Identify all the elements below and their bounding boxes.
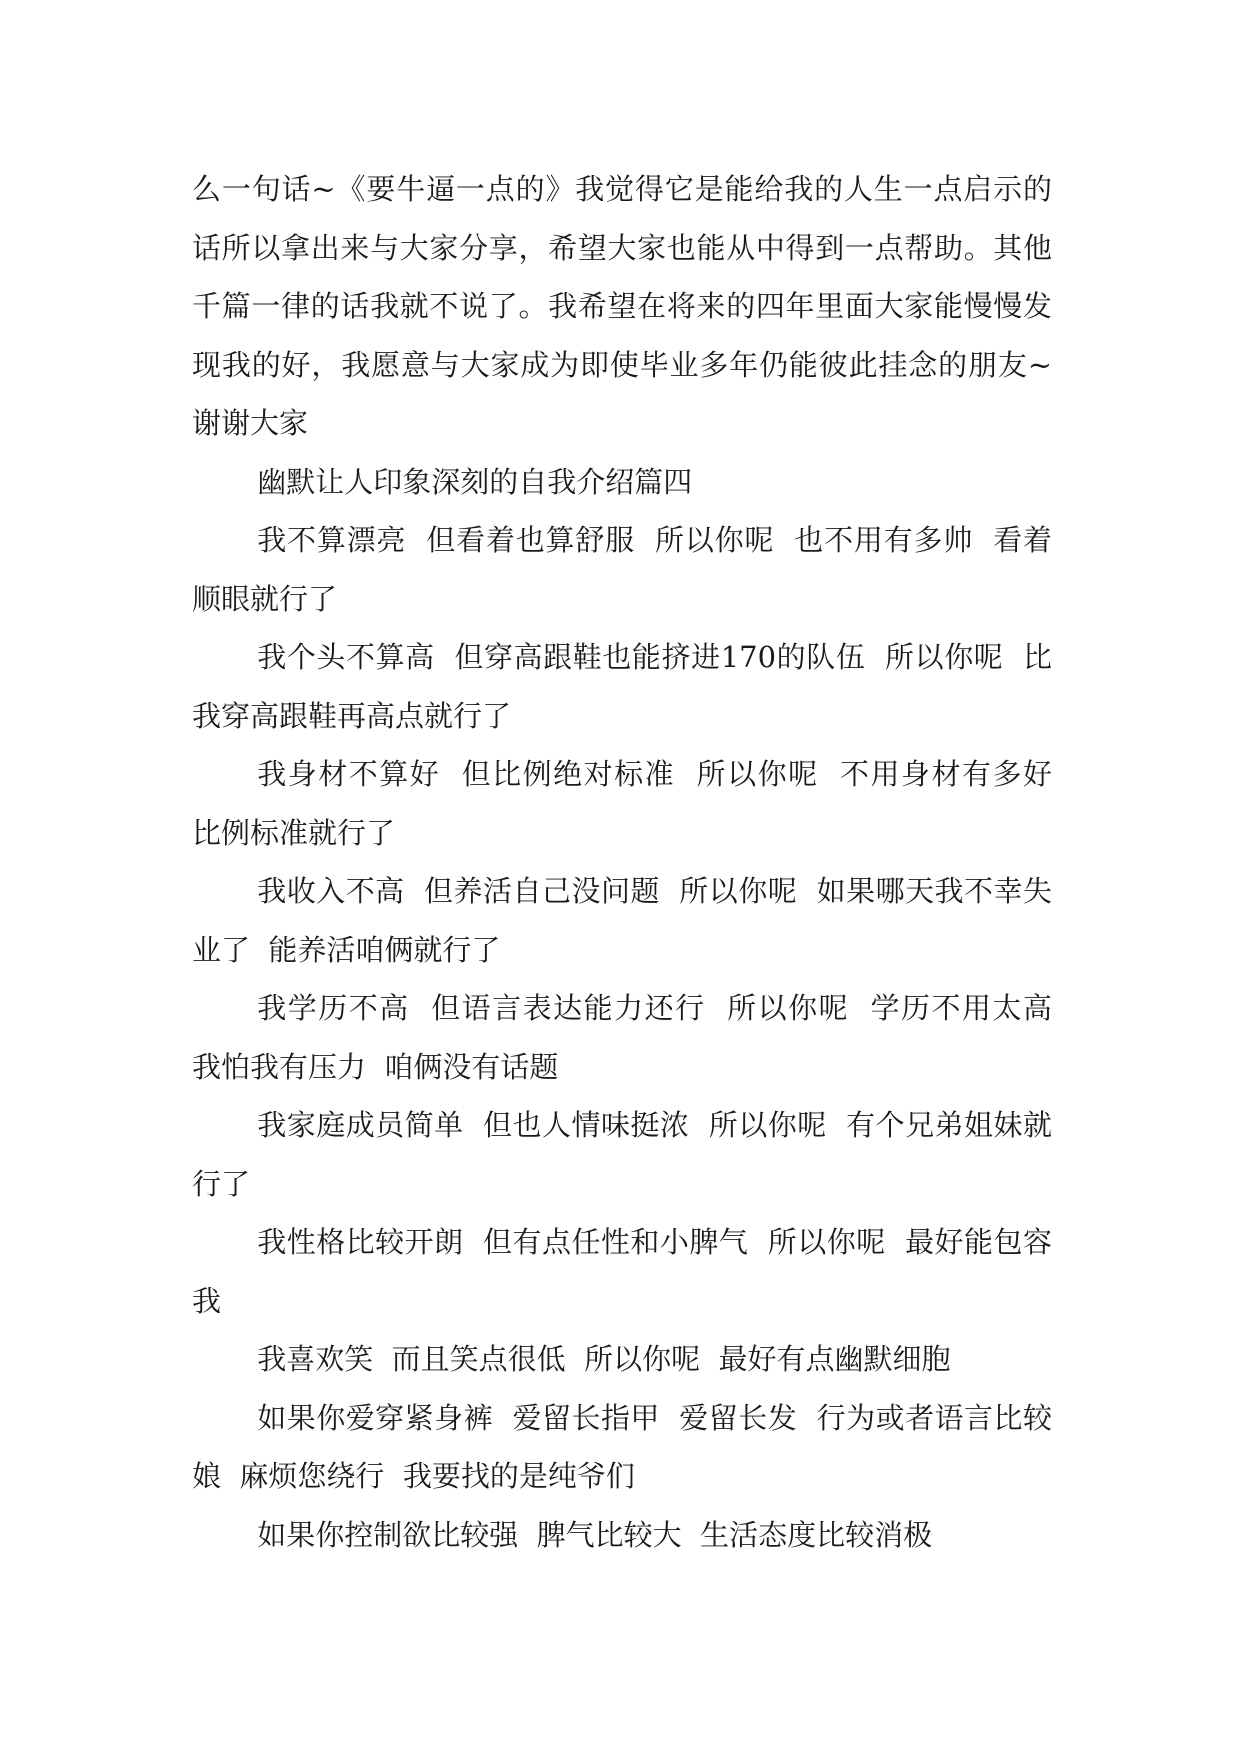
paragraph: 我个头不算高 但穿高跟鞋也能挤进170的队伍 所以你呢 比我穿高跟鞋再高点就行了 — [192, 640, 1052, 733]
paragraph: 我喜欢笑 而且笑点很低 所以你呢 最好有点幽默细胞 — [257, 1342, 951, 1376]
section-heading: 幽默让人印象深刻的自我介绍篇四 — [257, 464, 693, 499]
paragraph: 如果你爱穿紧身裤 爱留长指甲 爱留长发 行为或者语言比较娘 麻烦您绕行 我要找的是纯爷们 — [192, 1400, 1052, 1493]
paragraph: 我不算漂亮 但看着也算舒服 所以你呢 也不用有多帅 看着顺眼就行了 — [192, 523, 1052, 616]
paragraph: 我家庭成员简单 但也人情味挺浓 所以你呢 有个兄弟姐妹就行了 — [192, 1108, 1052, 1201]
paragraph: 如果你控制欲比较强 脾气比较大 生活态度比较消极 — [257, 1517, 933, 1552]
paragraph: 我学历不高 但语言表达能力还行 所以你呢 学历不用太高 我怕我有压力 咱俩没有话题 — [192, 991, 1071, 1084]
document-body — [192, 160, 1071, 1564]
paragraph: 我性格比较开朗 但有点任性和小脾气 所以你呢 最好能包容我 — [192, 1225, 1052, 1318]
paragraph-continuation: 么一句话~《要牛逼一点的》我觉得它是能给我的人生一点启示的话所以拿出来与大家分享，希望大家也能从中得到一点帮助。其他千篇一律的话我就不说了。我希望在将来的四年里面大家能慢慢发现我的好，我愿意与大家成为即使毕业多年仍能彼此挂念的朋友~谢谢大家 — [192, 172, 1052, 440]
paragraph: 我收入不高 但养活自己没问题 所以你呢 如果哪天我不幸失业了 能养活咱俩就行了 — [192, 874, 1052, 967]
paragraph: 我身材不算好 但比例绝对标准 所以你呢 不用身材有多好 比例标准就行了 — [192, 757, 1071, 850]
